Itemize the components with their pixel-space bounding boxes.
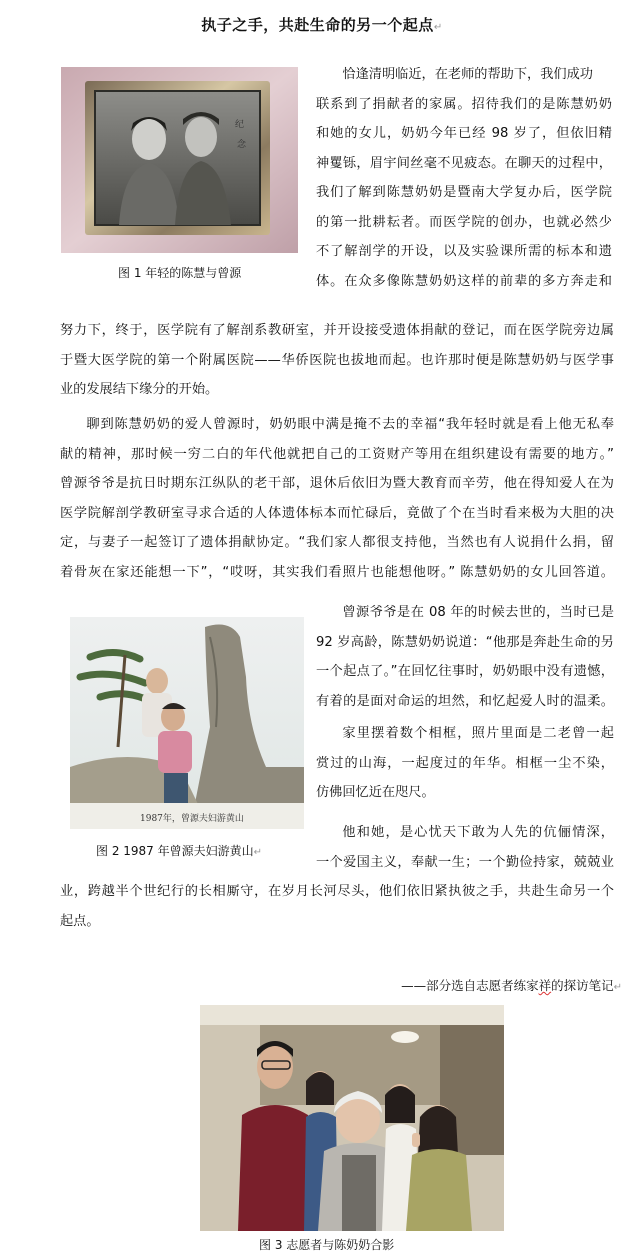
text-line: 一个起点了。”在回忆往事时，奶奶眼中没有遗憾， — [316, 664, 614, 679]
framed-portrait-image — [61, 67, 298, 253]
svg-text:念: 念 — [237, 140, 247, 150]
figure-2-photo — [70, 617, 304, 829]
figure-3-caption: 图 3 志愿者与陈奶奶合影 — [259, 1238, 395, 1252]
article-signoff — [401, 976, 622, 994]
text-line: 恰逢清明临近，在老师的帮助下，我们成功 — [342, 67, 593, 82]
text-line: 不了解剖学的开设，以及实验课所需的标本和遗 — [316, 244, 612, 259]
text-line: 业的发展结下缘分的开始。 — [60, 382, 219, 397]
paragraph-5-full — [60, 877, 614, 936]
paragraph-mark-icon: ↵ — [433, 22, 443, 33]
photo-inscription: 1987年，曾源夫妇游黄山 — [140, 814, 244, 824]
text-line: 和她的女儿，奶奶今年已经 98 岁了，但依旧精 — [316, 126, 612, 141]
figure-3-photo — [200, 1005, 504, 1231]
paragraph-mark-icon: ↵ — [613, 982, 622, 993]
figure-2-caption — [96, 842, 262, 859]
text-line: 聊到陈慧奶奶的爱人曾源时，奶奶眼中满是掩不去的幸福“我年轻时就是看上他无私奉 — [86, 417, 614, 432]
text-line: 曾源爷爷是在 08 年的时候去世的，当时已是 — [342, 605, 614, 620]
text-line: 他和她，是心忧天下敢为人先的伉俪情深， — [342, 825, 614, 840]
paragraph-1-right — [316, 60, 612, 296]
figure-1-caption: 图 1 年轻的陈慧与曾源 — [118, 266, 242, 280]
text-line: 神矍铄，眉宇间丝毫不见疲态。在聊天的过程中， — [316, 155, 612, 171]
group-photo-image — [200, 1005, 504, 1231]
text-line: 医学院解剖学教研室寻求合适的人体遗体标本而忙碌后，竟做了个在当时看来极为大胆的决 — [60, 505, 614, 521]
paragraph-4 — [316, 719, 614, 808]
text-line: 曾源爷爷是抗日时期东江纵队的老干部，退休后依旧为暨大教育而辛劳，他在得知爱人在为 — [60, 476, 614, 491]
paragraph-3 — [316, 598, 614, 716]
text-line: 着骨灰在家还能想一下”，“哎呀，其实我们看照片也能想他呀。” 陈慧奶奶的女儿回答道。 — [60, 564, 614, 580]
article-title — [0, 14, 644, 35]
paragraph-mark-icon: ↵ — [253, 847, 263, 858]
figure-1-photo — [61, 67, 298, 253]
text-line: 业，跨越半个世纪行的长相厮守，在岁月长河尽头，他们依旧紧执彼之手，共赴生命另一个 — [60, 884, 614, 899]
paragraph-2 — [60, 410, 614, 587]
text-line: 一个爱国主义，奉献一生；一个勤俭持家，兢兢业 — [316, 854, 614, 870]
text-line: 于暨大医学院的第一个附属医院——华侨医院也拔地而起。也许那时便是陈慧奶奶与医学事 — [60, 352, 614, 368]
text-line: 努力下，终于，医学院有了解剖系教研室，并开设接受遗体捐献的登记，而在医学院旁边属 — [60, 323, 614, 338]
text-line: 赏过的山海，一起度过的年华。相框一尘不染， — [316, 755, 614, 771]
text-line: 家里摆着数个相框，照片里面是二老曾一起 — [342, 726, 614, 741]
text-line: 定，与妻子一起签订了遗体捐献协定。“我们家人都很支持他，当然也有人说捐什么捐，留 — [60, 535, 614, 550]
paragraph-5-right — [316, 818, 614, 877]
text-line: 92 岁高龄，陈慧奶奶说道：“他那是奔赴生命的另 — [316, 634, 614, 650]
text-line: 体。在众多像陈慧奶奶这样的前辈的多方奔走和 — [316, 273, 612, 289]
text-line: 起点。 — [60, 913, 100, 929]
text-line: 联系到了捐献者的家属。招待我们的是陈慧奶奶 — [316, 96, 612, 112]
text-line: 有着的是面对命运的坦然，和忆起爱人时的温柔。 — [316, 693, 614, 709]
svg-text:纪: 纪 — [235, 120, 245, 130]
text-line: 的第一批耕耘者。而医学院的创办，也就必然少 — [316, 214, 612, 230]
signoff-name-char: 祥 — [538, 978, 552, 993]
text-line: 我们了解到陈慧奶奶是暨南大学复办后，医学院 — [316, 185, 612, 200]
title-text: 执子之手，共赴生命的另一个起点 — [201, 16, 434, 34]
figure-2-caption-text: 图 2 1987 年曾源夫妇游黄山 — [96, 844, 254, 858]
paragraph-1-full — [60, 316, 614, 405]
text-line: 献的精神，那时候一穷二白的年代他就把自己的工资财产等用在组织建设有需要的地方。” — [60, 446, 614, 462]
huangshan-photo-image — [70, 617, 304, 829]
text-line: 仿佛回忆近在咫尺。 — [316, 785, 435, 800]
signoff-prefix: ——部分选自志愿者练家 — [401, 978, 539, 993]
signoff-suffix: 的探访笔记 — [551, 978, 614, 993]
